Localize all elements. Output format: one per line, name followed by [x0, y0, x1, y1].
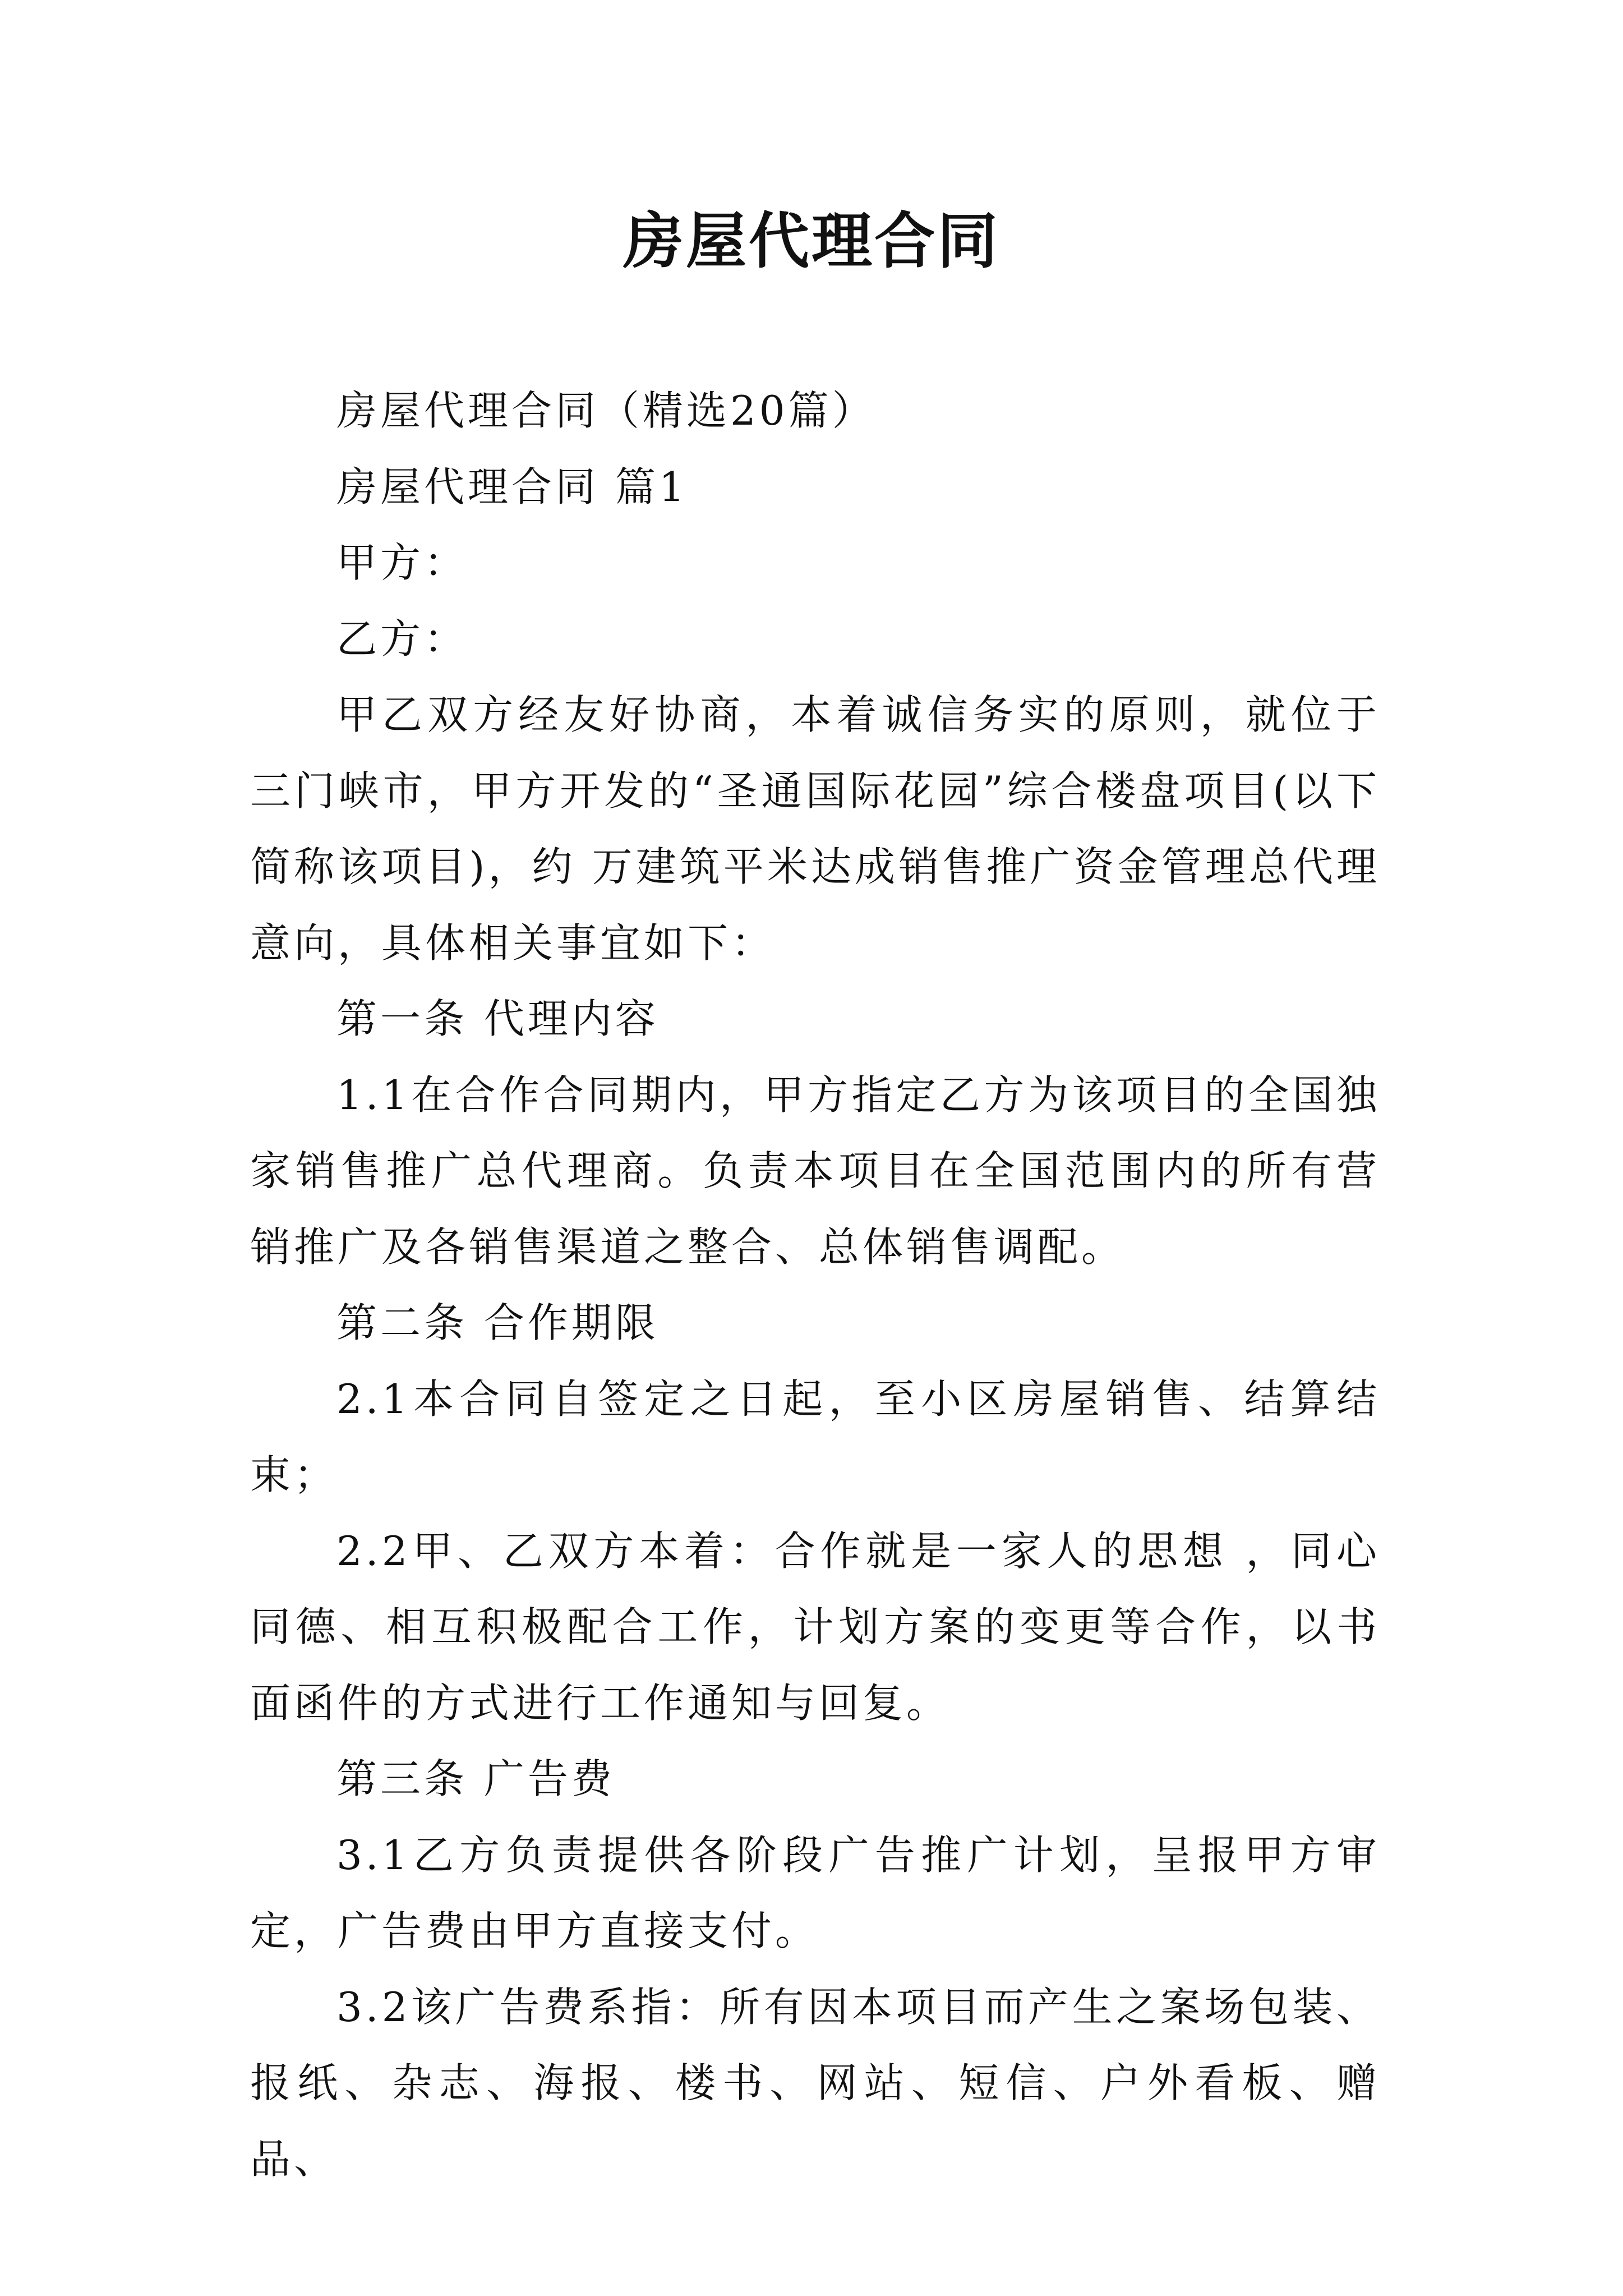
- clause-paragraph: 3.1乙方负责提供各阶段广告推广计划，呈报甲方审定，广告费由甲方直接支付。: [250, 1831, 1380, 1954]
- article-heading: 第三条 广告费: [336, 1755, 615, 1802]
- party-a-line: 甲方：: [336, 539, 468, 586]
- section-heading: 房屋代理合同 篇1: [336, 463, 688, 510]
- subtitle-line: 房屋代理合同（精选20篇）: [336, 387, 876, 434]
- intro-paragraph: 甲乙双方经友好协商，本着诚信务实的原则，就位于三门峡市，甲方开发的“圣通国际花园”综合楼盘项目(以下简称该项目)，约 万建筑平米达成销售推广资金管理总代理意向，具体相关事宜如下：: [250, 691, 1380, 967]
- clause-paragraph: 2.2甲、乙双方本着：合作就是一家人的思想 ，同心同德、相互积极配合工作，计划方案的变更等合作，以书面函件的方式进行工作通知与回复。: [250, 1527, 1380, 1727]
- article-heading: 第一条 代理内容: [336, 995, 659, 1042]
- document-title: 房屋代理合同: [623, 206, 1000, 277]
- party-b-line: 乙方：: [336, 615, 468, 662]
- document-body: [250, 373, 1380, 2197]
- clause-paragraph: 1.1在合作合同期内，甲方指定乙方为该项目的全国独家销售推广总代理商。负责本项目在全国范围内的所有营销推广及各销售渠道之整合、总体销售调配。: [250, 1071, 1380, 1271]
- article-heading: 第二条 合作期限: [336, 1299, 659, 1346]
- clause-paragraph: 2.1本合同自签定之日起，至小区房屋销售、结算结束；: [250, 1375, 1380, 1498]
- clause-paragraph: 3.2该广告费系指：所有因本项目而产生之案场包装、报纸、杂志、海报、楼书、网站、短信、户外看板、赠品、: [250, 1983, 1380, 2183]
